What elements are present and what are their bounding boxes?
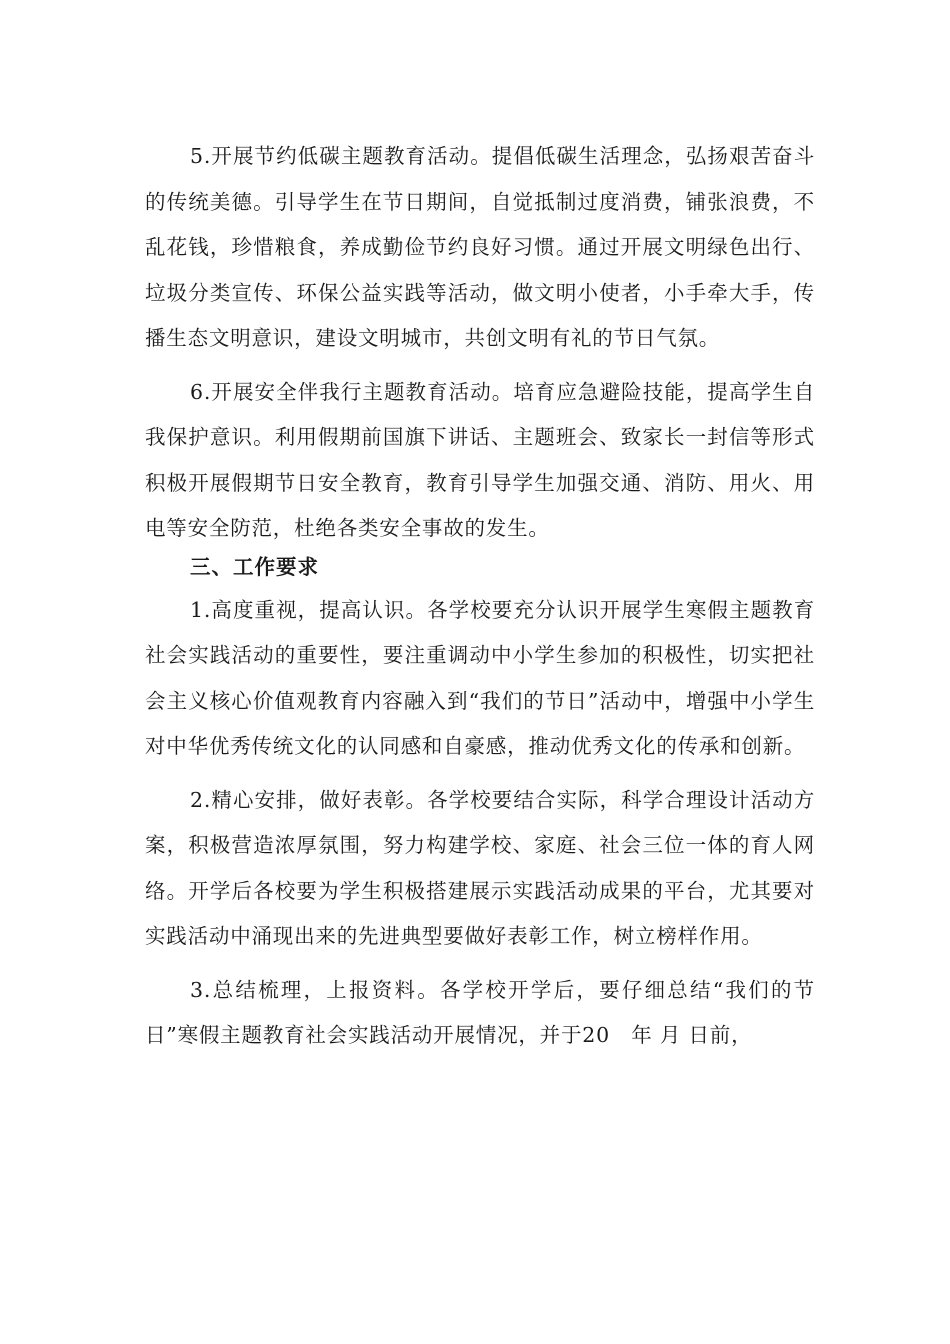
paragraph-item-6: 6.开展安全伴我行主题教育活动。培育应急避险技能，提高学生自我保护意识。利用假期前国旗下讲话、主题班会、致家长一封信等形式积极开展假期节日安全教育，教育引导学生加强交通、消防、用火、用电等安全防范，杜绝各类安全事故的发生。 bbox=[145, 379, 815, 540]
document-page bbox=[145, 134, 815, 1059]
section-heading-work-requirements: 三、工作要求 bbox=[190, 554, 319, 579]
paragraph-requirement-2: 2.精心安排，做好表彰。各学校要结合实际，科学合理设计活动方案，积极营造浓厚氛围，努力构建学校、家庭、社会三位一体的育人网络。开学后各校要为学生积极搭建展示实践活动成果的平台，尤其要对实践活动中涌现出来的先进典型要做好表彰工作，树立榜样作用。 bbox=[145, 787, 815, 948]
paragraph-requirement-3: 3.总结梳理，上报资料。各学校开学后，要仔细总结“我们的节日”寒假主题教育社会实践活动开展情况，并于20 年 月 日前， bbox=[145, 977, 815, 1047]
paragraph-requirement-1: 1.高度重视，提高认识。各学校要充分认识开展学生寒假主题教育社会实践活动的重要性，要注重调动中小学生参加的积极性，切实把社会主义核心价值观教育内容融入到“我们的节日”活动中，增强中小学生对中华优秀传统文化的认同感和自豪感，推动优秀文化的传承和创新。 bbox=[145, 597, 815, 758]
paragraph-item-5: 5.开展节约低碳主题教育活动。提倡低碳生活理念，弘扬艰苦奋斗的传统美德。引导学生在节日期间，自觉抵制过度消费，铺张浪费，不乱花钱，珍惜粮食，养成勤俭节约良好习惯。通过开展文明绿色出行、垃圾分类宣传、环保公益实践等活动，做文明小使者，小手牵大手，传播生态文明意识，建设文明城市，共创文明有礼的节日气氛。 bbox=[145, 144, 815, 350]
